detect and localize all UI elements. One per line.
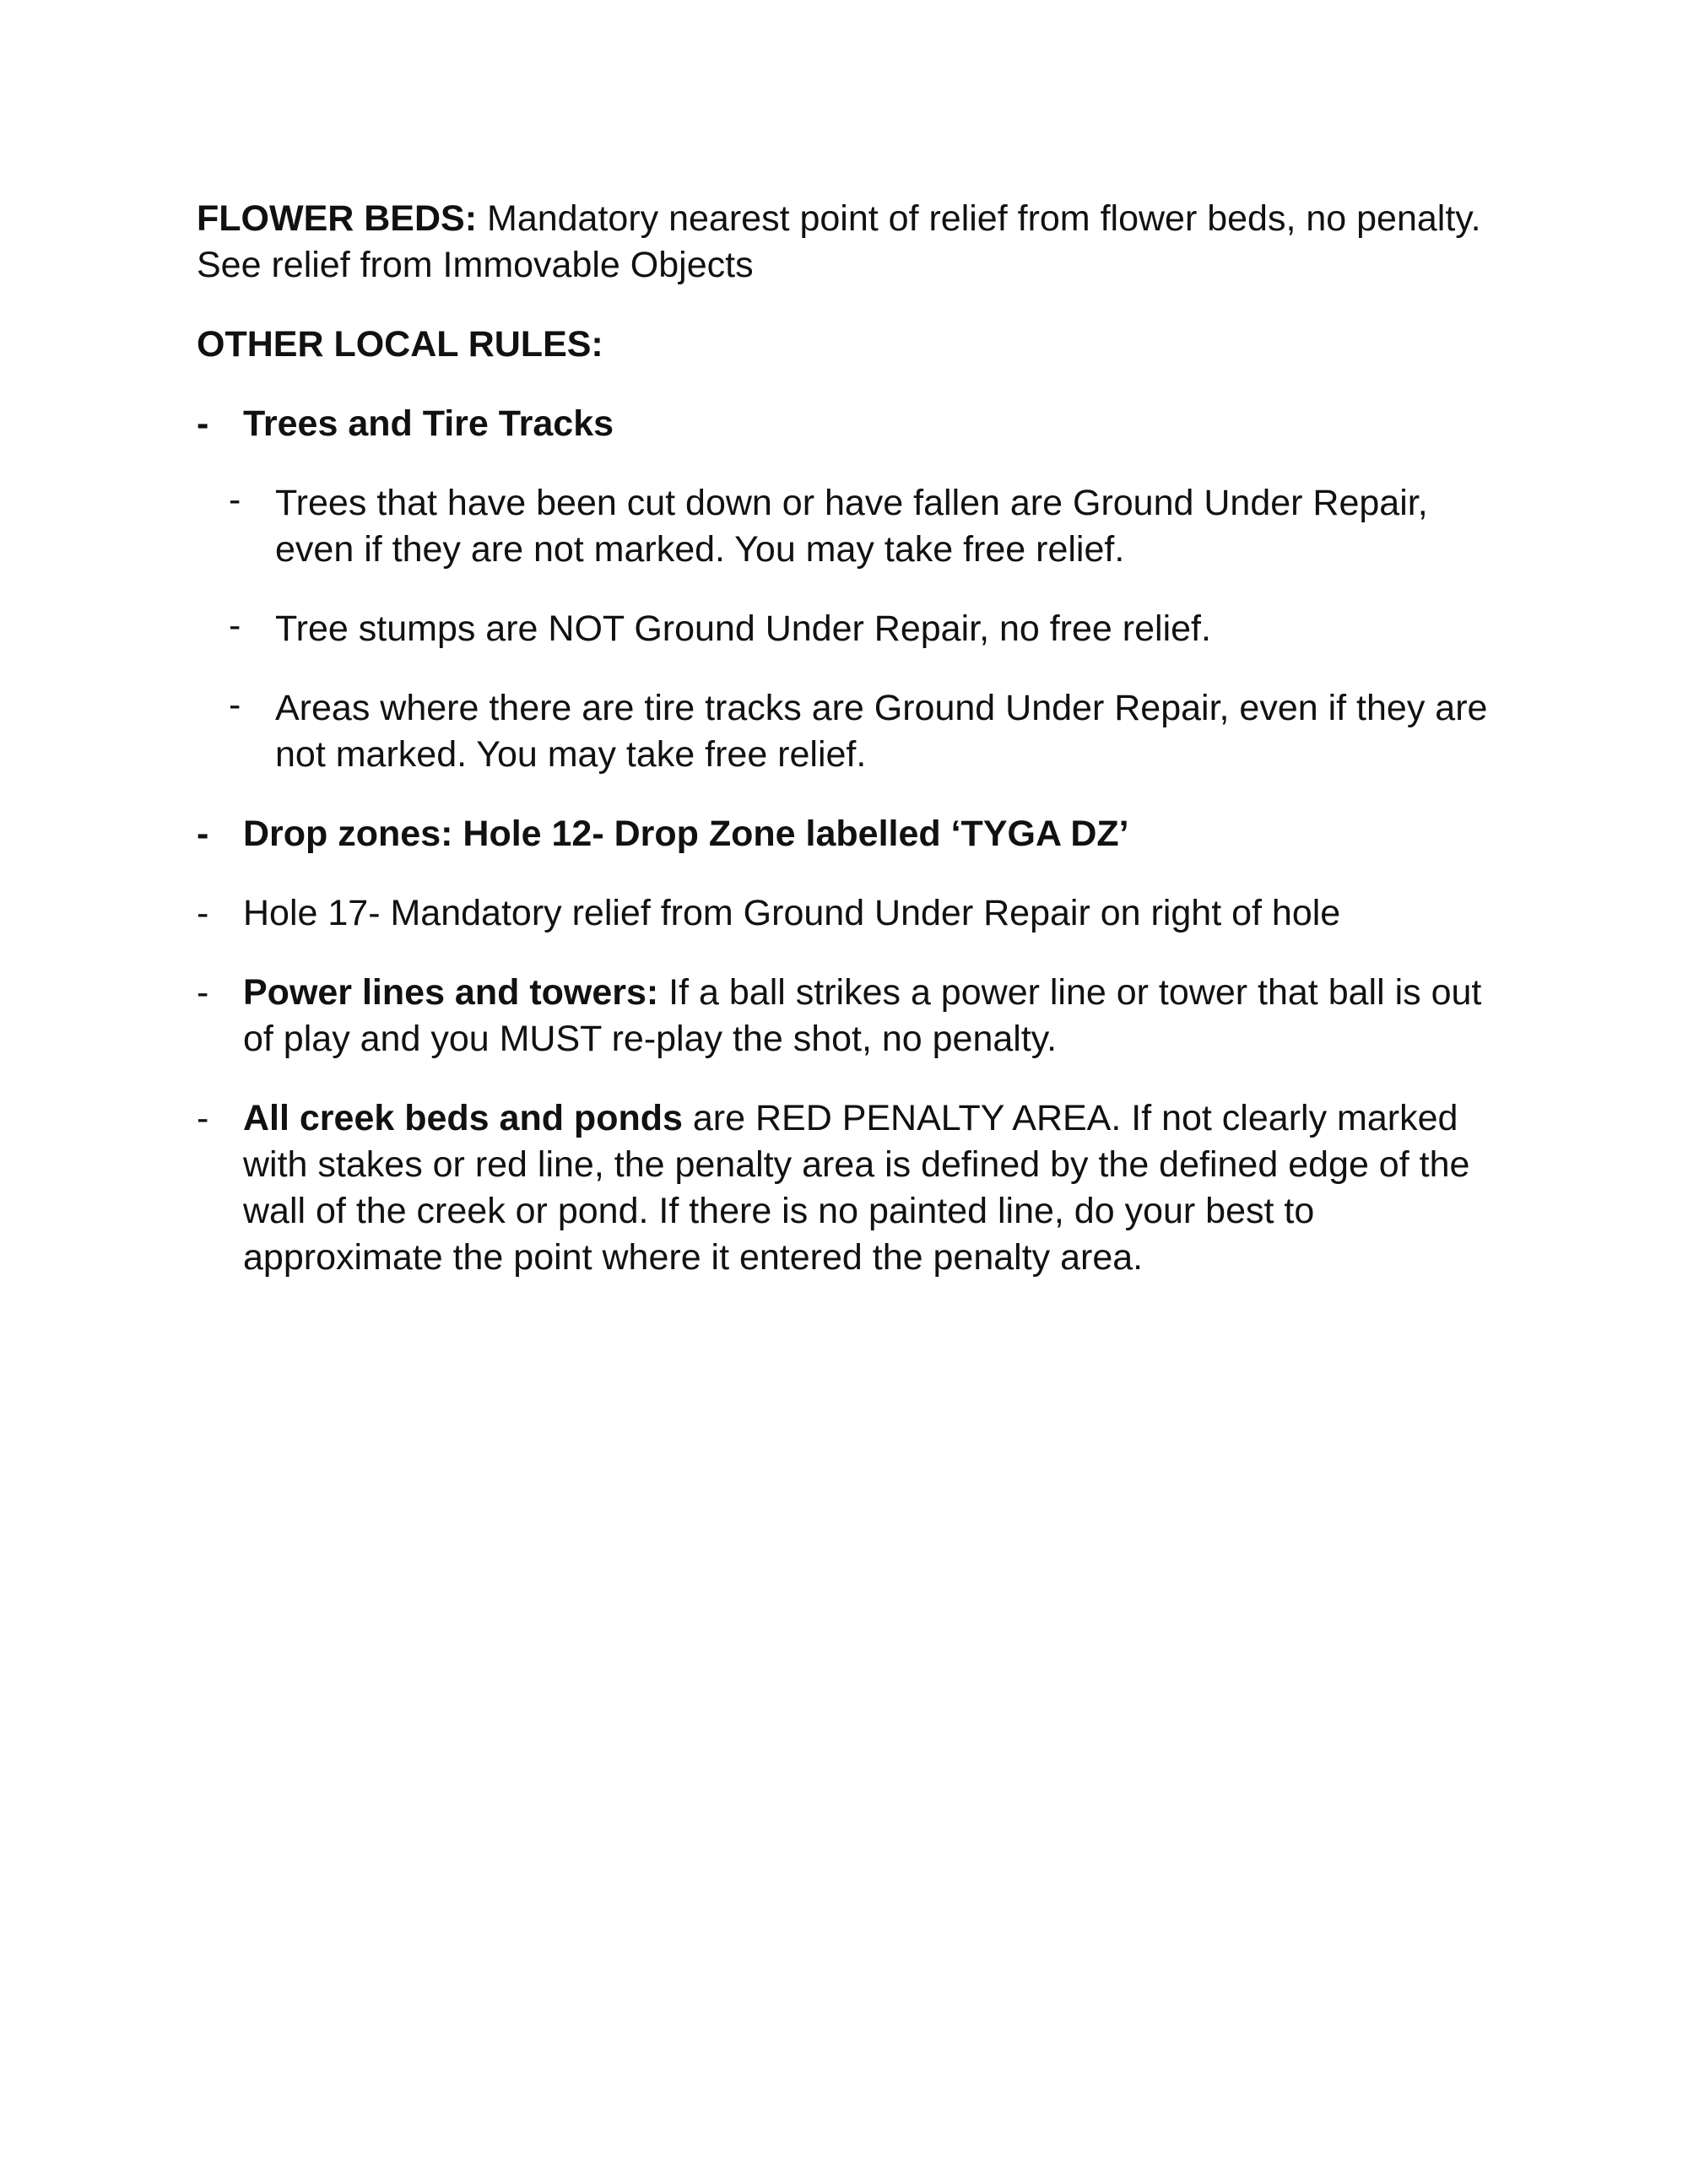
list-dash: - xyxy=(197,1098,209,1138)
trees-sub-item-tire-tracks xyxy=(229,685,1513,778)
flower-beds-paragraph xyxy=(197,196,1513,289)
list-dash: - xyxy=(229,684,241,725)
creek-beds-text: are RED PENALTY AREA. If not clearly marked with stakes or red line, the penalty area is defined by the defined edge of the wall of the creek or pond. If there is no painted line, do your best to approximate the point where it entered the penalty area. xyxy=(243,1098,1470,1278)
trees-and-tire-tracks-title: Trees and Tire Tracks xyxy=(243,403,614,444)
trees-sub-item-text: Trees that have been cut down or have fallen are Ground Under Repair, even if they are not marked. You may take free relief. xyxy=(275,483,1428,570)
list-dash: - xyxy=(197,893,209,933)
trees-sub-item-fallen-trees xyxy=(229,480,1513,573)
creek-beds-item xyxy=(197,1095,1513,1281)
power-lines-item xyxy=(197,970,1513,1062)
list-dash: - xyxy=(197,972,209,1013)
list-dash: - xyxy=(197,814,209,854)
trees-sub-item-tree-stumps xyxy=(229,606,1513,652)
drop-zones-item xyxy=(197,811,1513,857)
flower-beds-label: FLOWER BEDS: xyxy=(197,198,478,239)
list-dash: - xyxy=(229,479,241,520)
trees-sub-item-text: Areas where there are tire tracks are Ground Under Repair, even if they are not marked. You may take free relief. xyxy=(275,688,1488,775)
document-content xyxy=(197,196,1513,1314)
creek-beds-label: All creek beds and ponds xyxy=(243,1098,683,1138)
hole-17-item xyxy=(197,890,1513,937)
drop-zones-text: Drop zones: Hole 12- Drop Zone labelled ‘TYGA DZ’ xyxy=(243,814,1129,854)
list-dash: - xyxy=(197,403,209,444)
trees-sub-item-text: Tree stumps are NOT Ground Under Repair, no free relief. xyxy=(275,608,1211,649)
other-local-rules-heading: OTHER LOCAL RULES: xyxy=(197,324,603,365)
trees-and-tire-tracks-item xyxy=(197,401,1513,447)
power-lines-label: Power lines and towers: xyxy=(243,972,659,1013)
hole-17-text: Hole 17- Mandatory relief from Ground Under Repair on right of hole xyxy=(243,893,1341,933)
power-lines-text: If a ball strikes a power line or tower that ball is out of play and you MUST re-play the shot, no penalty. xyxy=(243,972,1482,1059)
list-dash: - xyxy=(229,605,241,646)
flower-beds-text: Mandatory nearest point of relief from flower beds, no penalty. See relief from Immovable Objects xyxy=(197,198,1481,285)
